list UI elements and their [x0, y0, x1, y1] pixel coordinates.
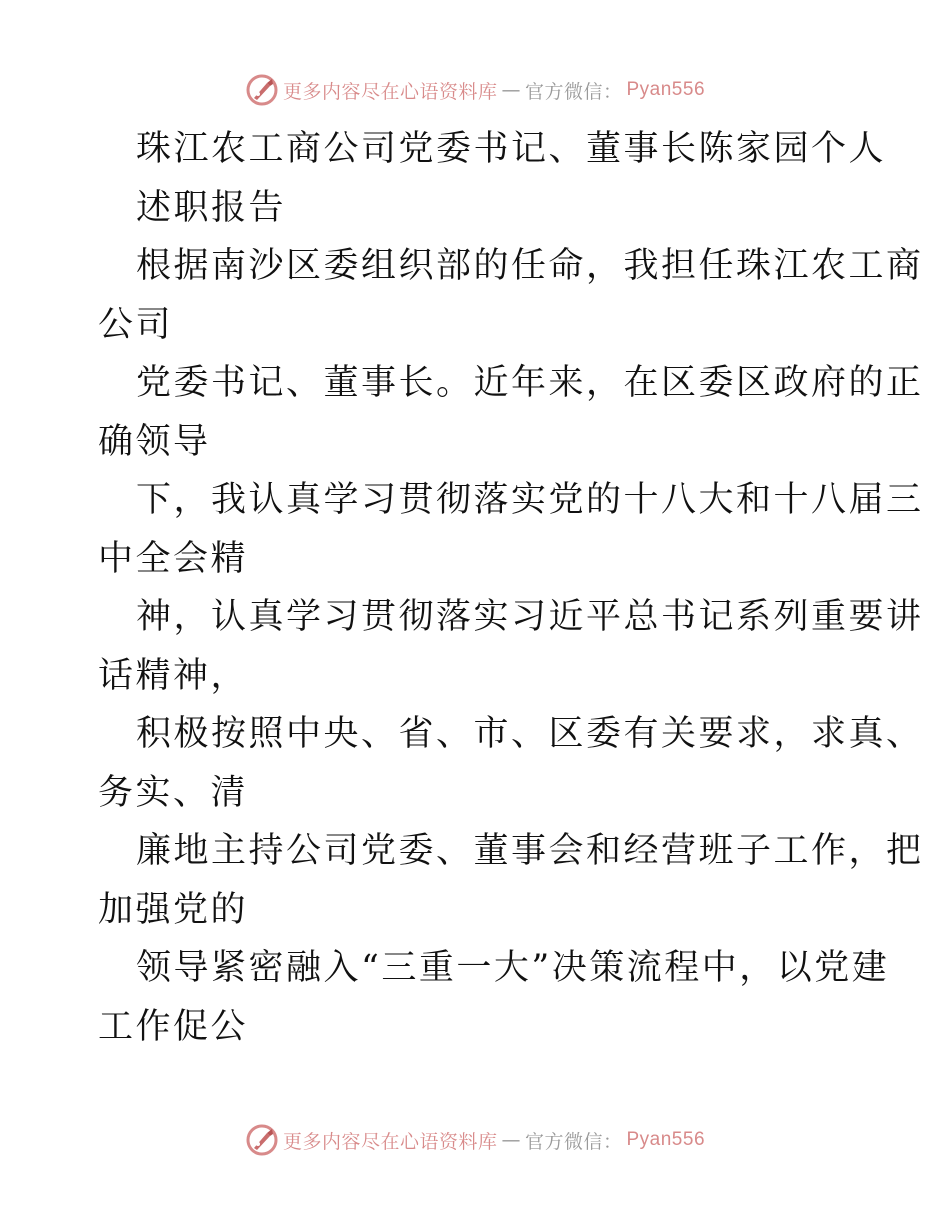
- paragraph-line: 公司: [98, 304, 174, 345]
- paragraph-line: 积极按照中央、省、市、区委有关要求，求真、: [136, 714, 924, 754]
- watermark-dash: —: [501, 79, 521, 101]
- document-title-line-2: 述职报告: [136, 187, 287, 228]
- paragraph-line: 务实、清: [98, 772, 249, 813]
- watermark-slogan: 更多内容尽在心语资料库: [282, 1130, 498, 1153]
- quill-pen-logo-icon: [245, 73, 279, 107]
- watermark-dash: —: [501, 1129, 521, 1151]
- paragraph-line: 加强党的: [98, 889, 249, 930]
- paragraph-line: 确领导: [98, 421, 211, 462]
- header-watermark: [0, 70, 950, 110]
- document-body: [98, 120, 924, 1056]
- footer-watermark: [0, 1120, 950, 1160]
- watermark-wechat-id: Pyan556: [626, 1129, 706, 1150]
- quill-pen-logo-icon: [245, 1123, 279, 1157]
- paragraph-line: 下，我认真学习贯彻落实党的十八大和十八届三: [136, 480, 924, 520]
- watermark-wechat-label: 官方微信：: [524, 80, 623, 103]
- paragraph-line: 领导紧密融入“三重一大”决策流程中，以党建: [136, 948, 890, 988]
- paragraph-line: 廉地主持公司党委、董事会和经营班子工作，把: [136, 831, 924, 871]
- paragraph-line: 中全会精: [98, 538, 249, 579]
- document-title-line-1: 珠江农工商公司党委书记、董事长陈家园个人: [136, 129, 887, 169]
- paragraph-line: 话精神，: [98, 655, 249, 696]
- watermark-slogan: 更多内容尽在心语资料库: [282, 80, 498, 103]
- paragraph-line: 神，认真学习贯彻落实习近平总书记系列重要讲: [136, 597, 924, 637]
- paragraph-line: 工作促公: [98, 1006, 249, 1047]
- watermark-wechat-label: 官方微信：: [524, 1130, 623, 1153]
- paragraph-line: 根据南沙区委组织部的任命，我担任珠江农工商: [136, 246, 924, 286]
- paragraph-line: 党委书记、董事长。近年来，在区委区政府的正: [136, 363, 924, 403]
- watermark-wechat-id: Pyan556: [626, 79, 706, 100]
